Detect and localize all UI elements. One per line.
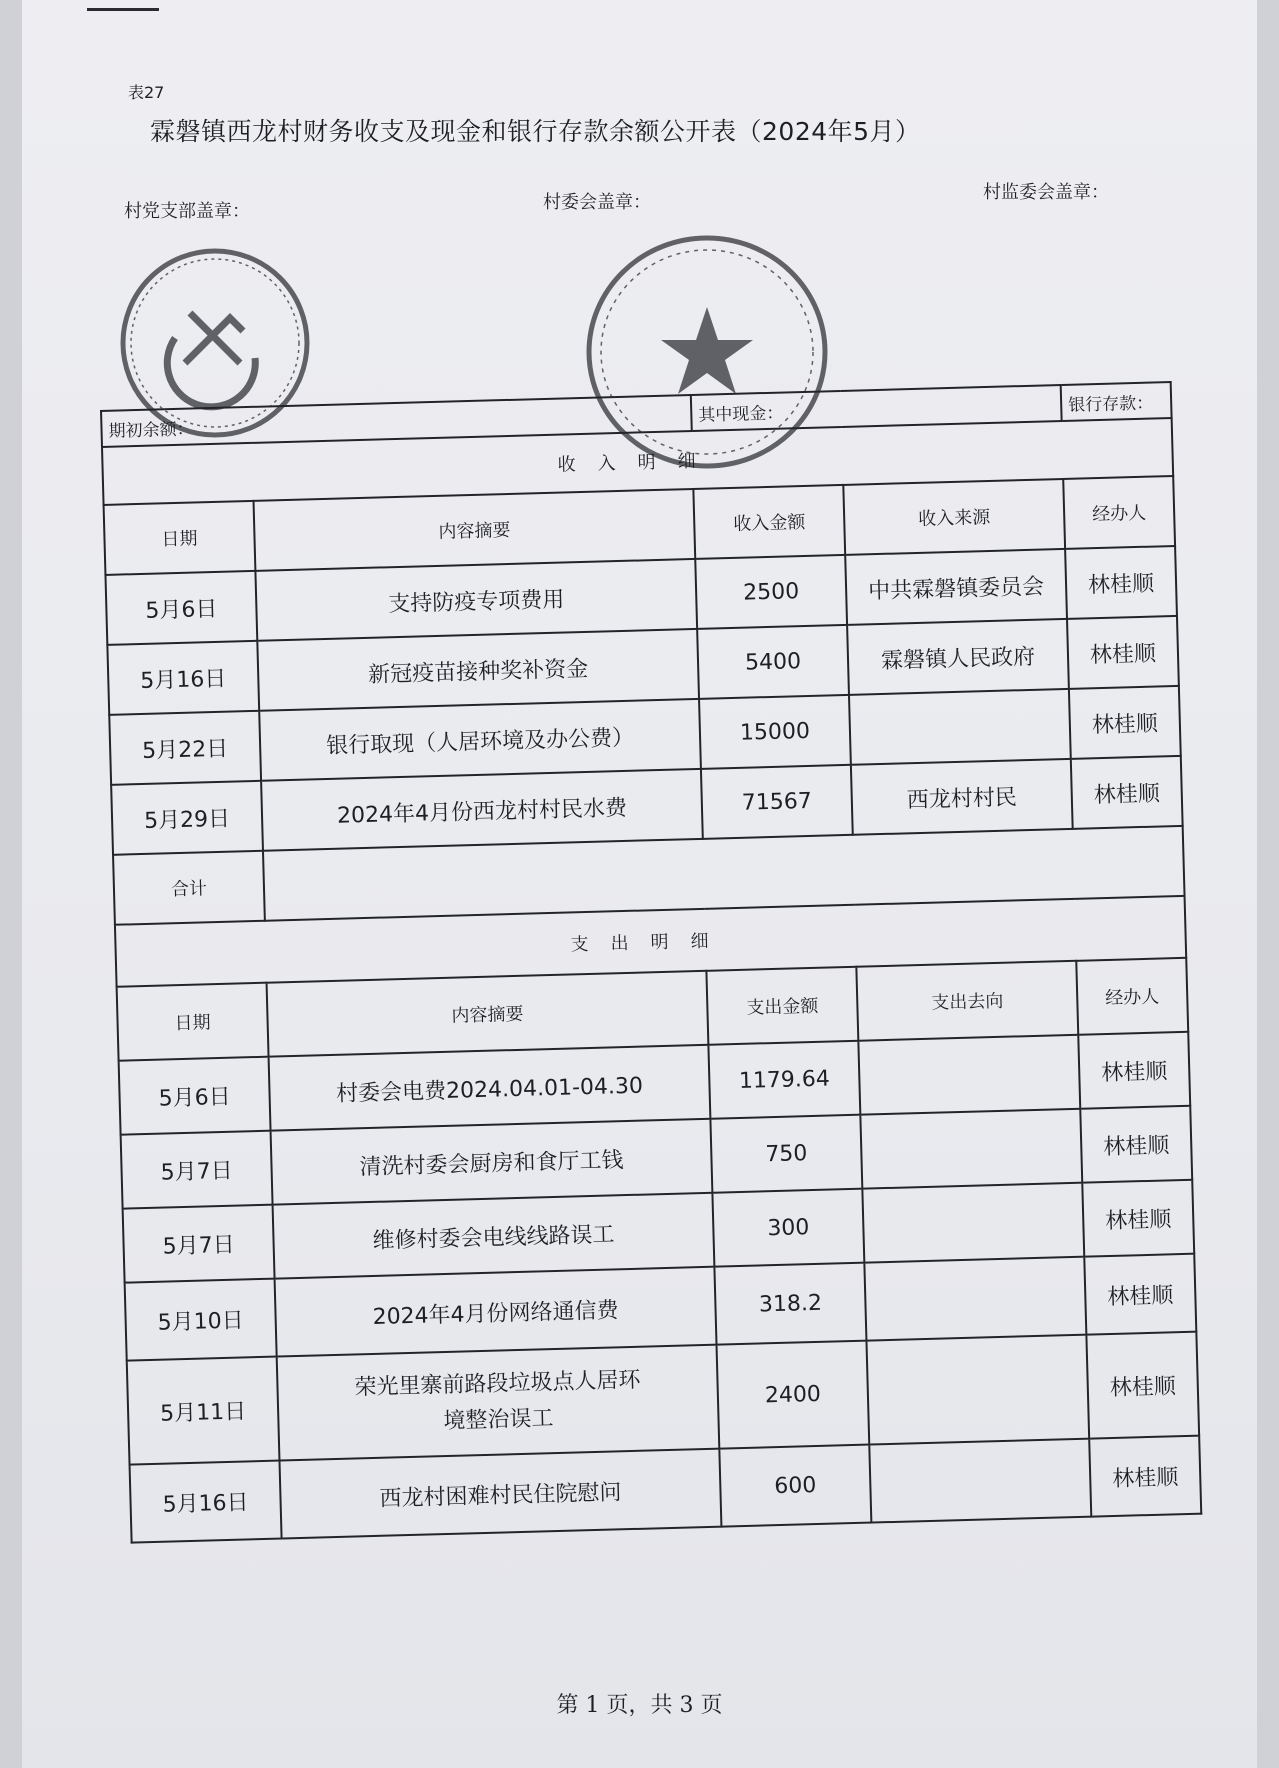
income-col-summary: 内容摘要 <box>254 489 696 571</box>
expense-amount: 2400 <box>717 1341 870 1449</box>
income-handler: 林桂顺 <box>1071 756 1183 829</box>
expense-amount: 600 <box>719 1445 871 1527</box>
income-date: 5月22日 <box>109 711 261 785</box>
income-amount: 5400 <box>697 625 849 699</box>
income-date: 5月29日 <box>111 781 263 855</box>
expense-date: 5月16日 <box>130 1461 282 1543</box>
document-title: 霖磐镇西龙村财务收支及现金和银行存款余额公开表（2024年5月） <box>150 117 921 146</box>
income-date: 5月16日 <box>107 641 259 715</box>
expense-handler: 林桂顺 <box>1086 1332 1199 1439</box>
income-amount: 71567 <box>701 765 853 839</box>
income-source: 西龙村村民 <box>851 759 1073 835</box>
income-col-handler: 经办人 <box>1063 476 1175 549</box>
expense-date: 5月7日 <box>123 1205 275 1283</box>
income-summary: 2024年4月份西龙村村民水费 <box>261 769 703 851</box>
opening-balance-label: 期初余额： <box>101 395 692 447</box>
income-source: 霖磐镇人民政府 <box>847 619 1069 695</box>
expense-dest <box>869 1439 1091 1523</box>
expense-date: 5月7日 <box>121 1131 273 1209</box>
income-total-label: 合计 <box>113 851 265 925</box>
supervision-committee-seal-label: 村监委会盖章： <box>983 182 1109 203</box>
expense-handler: 林桂顺 <box>1080 1106 1192 1183</box>
expense-col-dest: 支出去向 <box>856 961 1078 1041</box>
expense-handler: 林桂顺 <box>1089 1436 1201 1517</box>
expense-dest <box>866 1335 1089 1445</box>
income-date: 5月6日 <box>105 571 257 645</box>
expense-handler: 林桂顺 <box>1078 1032 1190 1109</box>
expense-date: 5月11日 <box>127 1357 280 1465</box>
expense-col-amount: 支出金额 <box>706 967 858 1045</box>
income-handler: 林桂顺 <box>1065 546 1177 619</box>
income-summary: 银行取现（人居环境及办公费） <box>259 699 701 781</box>
finance-table <box>100 381 1202 1544</box>
top-margin-mark <box>87 8 159 11</box>
expense-dest <box>858 1035 1080 1115</box>
expense-dest <box>862 1183 1084 1263</box>
cash-balance-label: 其中现金： <box>691 385 1062 431</box>
income-handler: 林桂顺 <box>1069 686 1181 759</box>
income-col-amount: 收入金额 <box>693 485 845 559</box>
expense-amount: 1179.64 <box>708 1041 860 1119</box>
expense-amount: 750 <box>710 1115 862 1193</box>
expense-dest <box>860 1109 1082 1189</box>
expense-summary: 西龙村困难村民住院慰问 <box>279 1449 721 1539</box>
expense-summary: 2024年4月份网络通信费 <box>275 1267 717 1357</box>
expense-section-title: 支出明细 <box>115 896 1186 987</box>
expense-amount: 300 <box>712 1189 864 1267</box>
village-committee-seal-label: 村委会盖章： <box>543 192 651 213</box>
expense-summary: 荣光里寨前路段垃圾点人居环境整治误工 <box>277 1345 720 1461</box>
table-number: 表27 <box>128 83 165 102</box>
bank-balance-label: 银行存款： <box>1061 382 1172 421</box>
page-number: 第 1 页，共 3 页 <box>556 1693 723 1718</box>
expense-handler: 林桂顺 <box>1082 1180 1194 1257</box>
expense-dest <box>864 1257 1086 1341</box>
expense-summary: 清洗村委会厨房和食厅工钱 <box>271 1119 713 1205</box>
expense-col-handler: 经办人 <box>1076 958 1188 1035</box>
income-source <box>849 689 1071 765</box>
expense-col-summary: 内容摘要 <box>267 971 709 1057</box>
expense-date: 5月6日 <box>119 1057 271 1135</box>
income-amount: 15000 <box>699 695 851 769</box>
income-source: 中共霖磐镇委员会 <box>845 549 1067 625</box>
expense-col-date: 日期 <box>117 983 269 1061</box>
finance-table-sheet <box>100 381 1200 1544</box>
income-summary: 支持防疫专项费用 <box>255 559 697 641</box>
income-amount: 2500 <box>695 555 847 629</box>
income-col-source: 收入来源 <box>843 479 1065 555</box>
income-section-title: 收入明细 <box>102 418 1173 505</box>
income-summary: 新冠疫苗接种奖补资金 <box>257 629 699 711</box>
expense-handler: 林桂顺 <box>1084 1254 1196 1335</box>
income-handler: 林桂顺 <box>1067 616 1179 689</box>
expense-summary: 村委会电费2024.04.01-04.30 <box>269 1045 711 1131</box>
expense-date: 5月10日 <box>125 1279 277 1361</box>
expense-amount: 318.2 <box>714 1263 866 1345</box>
party-branch-seal-label: 村党支部盖章： <box>124 201 250 222</box>
expense-summary: 维修村委会电线线路误工 <box>273 1193 715 1279</box>
income-col-date: 日期 <box>104 501 256 575</box>
